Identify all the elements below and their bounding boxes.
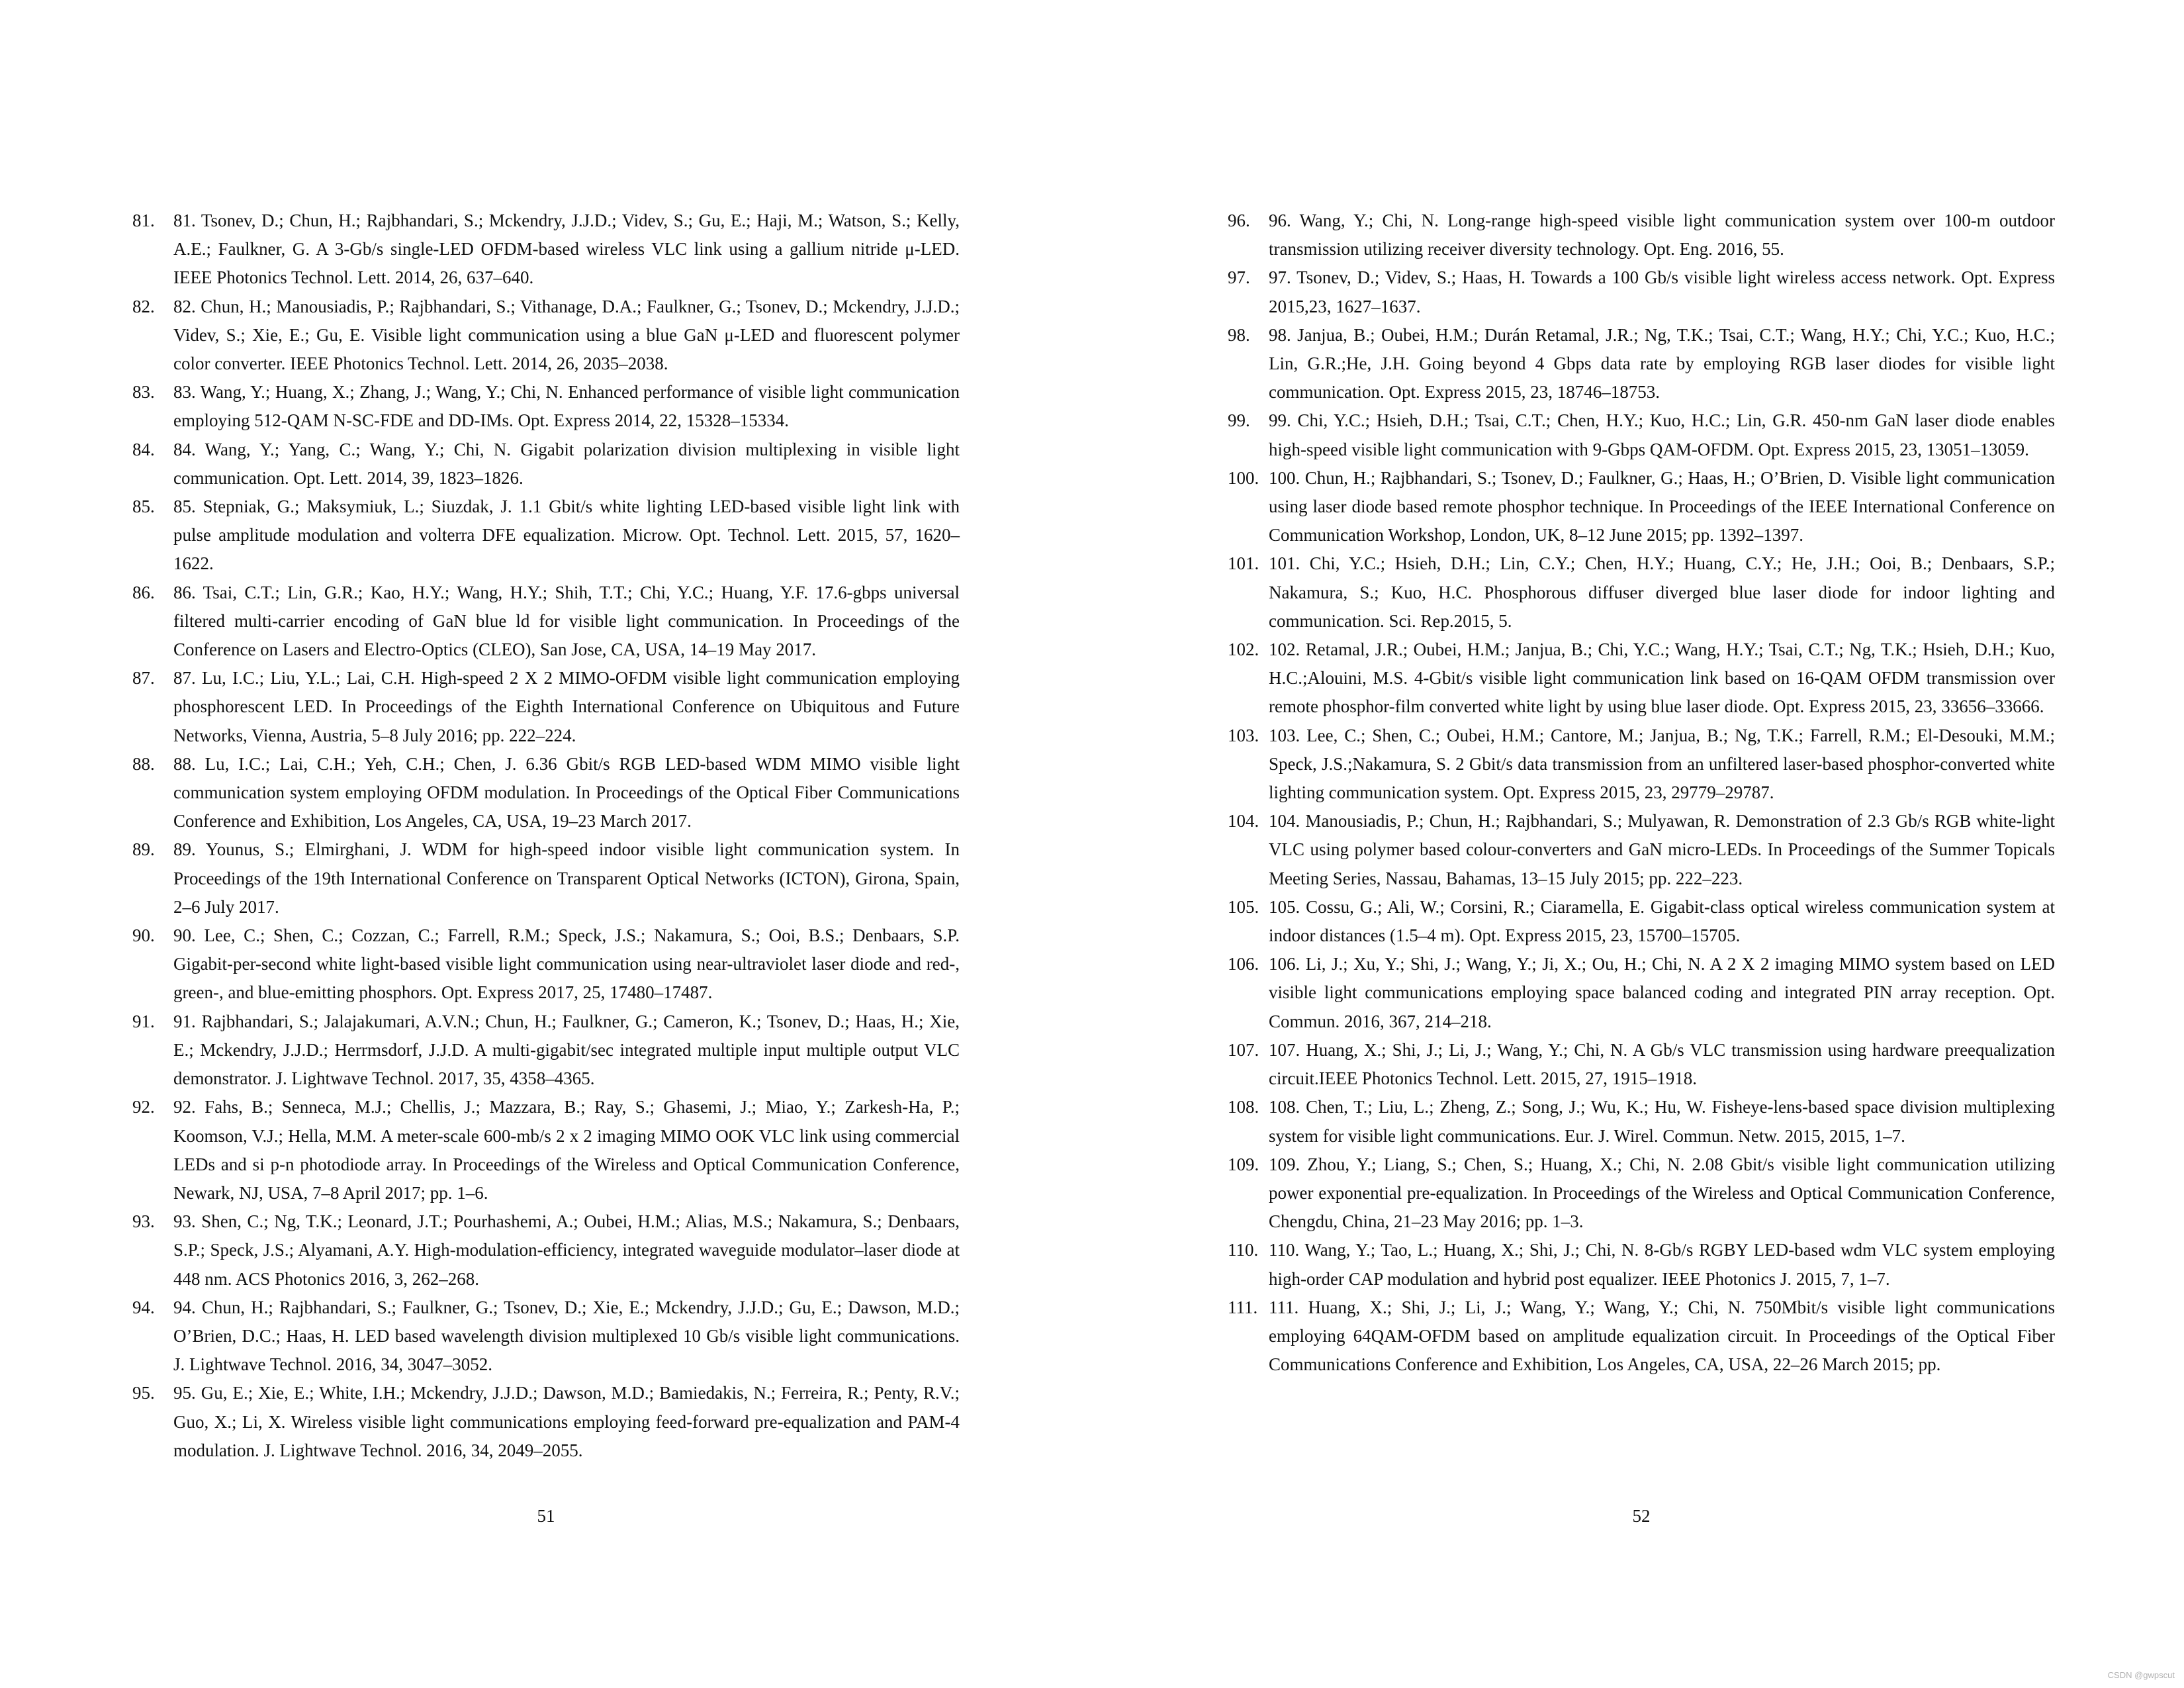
reference-text: 100. Chun, H.; Rajbhandari, S.; Tsonev, D.; Faulkner, G.; Haas, H.; O’Brien, D. Visible light communication using laser diode based remote phosphor technique. In Proceedings of the IEEE International Conference on Communication Workshop, London, UK, 8–12 June 2015; pp. 1392–1397. — [1269, 467, 2055, 545]
reference-number: 88. — [132, 753, 155, 774]
reference-item — [132, 664, 960, 750]
reference-item — [1228, 321, 2055, 407]
reference-item — [132, 492, 960, 579]
reference-item — [132, 378, 960, 435]
reference-item — [132, 1207, 960, 1293]
reference-item — [1228, 635, 2055, 722]
reference-text: 85. Stepniak, G.; Maksymiuk, L.; Siuzdak, J. 1.1 Gbit/s white lighting LED-based visible light link with pulse amplitude modulation and volterra DFE equalization. Microw. Opt. Technol. Lett. 2015, 57, 1620–1622. — [173, 496, 960, 574]
reference-number: 83. — [132, 382, 155, 402]
reference-item — [1228, 1293, 2055, 1380]
reference-number: 101. — [1228, 553, 1259, 574]
reference-text: 90. Lee, C.; Shen, C.; Cozzan, C.; Farrell, R.M.; Speck, J.S.; Nakamura, S.; Ooi, B.S.; Denbaars, S.P. Gigabit-per-second white light-based visible light communication using near-ultraviolet laser diode and red-, green-, and blue-emitting phosphors. Opt. Express 2017, 25, 17480–17487. — [173, 925, 960, 1003]
reference-number: 102. — [1228, 639, 1259, 660]
reference-number: 107. — [1228, 1039, 1259, 1060]
reference-item — [1228, 722, 2055, 808]
reference-item — [1228, 1093, 2055, 1150]
reference-number: 93. — [132, 1211, 155, 1232]
reference-number: 104. — [1228, 811, 1259, 831]
reference-text: 89. Younus, S.; Elmirghani, J. WDM for high-speed indoor visible light communication system. In Proceedings of the 19th International Conference on Transparent Optical Networks (ICTON), Girona, Spain, 2–6 July 2017. — [173, 839, 960, 917]
reference-number: 109. — [1228, 1154, 1259, 1174]
reference-item — [132, 1093, 960, 1207]
reference-number: 86. — [132, 582, 155, 602]
reference-text: 83. Wang, Y.; Huang, X.; Zhang, J.; Wang, Y.; Chi, N. Enhanced performance of visible light communication employing 512-QAM N-SC-FDE and DD-IMs. Opt. Express 2014, 22, 15328–15334. — [173, 382, 960, 431]
reference-text: 82. Chun, H.; Manousiadis, P.; Rajbhandari, S.; Vithanage, D.A.; Faulkner, G.; Tsonev, D.; Mckendry, J.J.D.; Videv, S.; Xie, E.; Gu, E. Visible light communication using a blue GaN μ-LED and fluorescent polymer color converter. IEEE Photonics Technol. Lett. 2014, 26, 2035–2038. — [173, 296, 960, 374]
reference-item — [132, 207, 960, 293]
reference-text: 110. Wang, Y.; Tao, L.; Huang, X.; Shi, J.; Chi, N. 8-Gb/s RGBY LED-based wdm VLC system employing high-order CAP modulation and hybrid post equalizer. IEEE Photonics J. 2015, 7, 1–7. — [1269, 1240, 2055, 1289]
reference-number: 103. — [1228, 725, 1259, 745]
reference-text: 106. Li, J.; Xu, Y.; Shi, J.; Wang, Y.; Ji, X.; Ou, H.; Chi, N. A 2 X 2 imaging MIMO system based on LED visible light communications employing space balanced coding and integrated PIN array reception. Opt. Commun. 2016, 367, 214–218. — [1269, 954, 2055, 1031]
reference-text: 84. Wang, Y.; Yang, C.; Wang, Y.; Chi, N. Gigabit polarization division multiplexing in visible light communication. Opt. Lett. 2014, 39, 1823–1826. — [173, 439, 960, 488]
reference-item — [1228, 549, 2055, 635]
reference-number: 95. — [132, 1383, 155, 1403]
reference-number: 110. — [1228, 1240, 1259, 1260]
reference-number: 92. — [132, 1097, 155, 1117]
reference-text: 111. Huang, X.; Shi, J.; Li, J.; Wang, Y.; Wang, Y.; Chi, N. 750Mbit/s visible light communications employing 64QAM-OFDM based on amplitude equalization circuit. In Proceedings of the Optical Fiber Communications Conference and Exhibition, Los Angeles, CA, USA, 22–26 March 2015; pp. — [1269, 1297, 2055, 1375]
watermark: CSDN @gwpscut — [2107, 1670, 2175, 1680]
reference-number: 96. — [1228, 211, 1250, 230]
reference-number: 100. — [1228, 467, 1259, 488]
reference-item — [132, 835, 960, 921]
reference-number: 90. — [132, 925, 155, 946]
reference-text: 98. Janjua, B.; Oubei, H.M.; Durán Retamal, J.R.; Ng, T.K.; Tsai, C.T.; Wang, H.Y.; Chi, Y.C.; Kuo, H.C.; Lin, G.R.;He, J.H. Going beyond 4 Gbps data rate by employing RGB laser diodes for visible light communication. Opt. Express 2015, 23, 18746–18753. — [1269, 324, 2055, 402]
reference-number: 105. — [1228, 896, 1259, 917]
reference-text: 94. Chun, H.; Rajbhandari, S.; Faulkner, G.; Tsonev, D.; Xie, E.; Mckendry, J.J.D.; Gu, E.; Dawson, M.D.; O’Brien, D.C.; Haas, H. LED based wavelength division multiplexed 10 Gb/s visible light communications. J. Lightwave Technol. 2016, 34, 3047–3052. — [173, 1297, 960, 1375]
reference-item — [1228, 406, 2055, 463]
reference-text: 93. Shen, C.; Ng, T.K.; Leonard, J.T.; Pourhashemi, A.; Oubei, H.M.; Alias, M.S.; Nakamura, S.; Denbaars, S.P.; Speck, J.S.; Alyamani, A.Y. High-modulation-efficiency, integrated waveguide modulator–laser diode at 448 nm. ACS Photonics 2016, 3, 262–268. — [173, 1211, 960, 1289]
reference-item — [132, 293, 960, 379]
reference-text: 101. Chi, Y.C.; Hsieh, D.H.; Lin, C.Y.; Chen, H.Y.; Huang, C.Y.; He, J.H.; Ooi, B.; Denbaars, S.P.; Nakamura, S.; Kuo, H.C. Phosphorous diffuser diverged blue laser diode for indoor lighting and communication. Sci. Rep.2015, 5. — [1269, 553, 2055, 631]
reference-text: 96. Wang, Y.; Chi, N. Long-range high-speed visible light communication system over 100-m outdoor transmission utilizing receiver diversity technology. Opt. Eng. 2016, 55. — [1269, 211, 2055, 259]
reference-item — [132, 1379, 960, 1465]
reference-number: 111. — [1228, 1297, 1258, 1317]
page-number: 51 — [537, 1506, 555, 1526]
reference-text: 97. Tsonev, D.; Videv, S.; Haas, H. Towards a 100 Gb/s visible light wireless access network. Opt. Express 2015,23, 1627–1637. — [1269, 267, 2055, 316]
reference-item — [132, 921, 960, 1008]
reference-text: 91. Rajbhandari, S.; Jalajakumari, A.V.N.; Chun, H.; Faulkner, G.; Cameron, K.; Tsonev, D.; Haas, H.; Xie, E.; Mckendry, J.J.D.; Herrmsdorf, J.J.D. A multi-gigabit/sec integrated multiple input multiple output VLC demonstrator. J. Lightwave Technol. 2017, 35, 4358–4365. — [173, 1011, 960, 1089]
reference-number: 106. — [1228, 954, 1259, 974]
reference-text: 104. Manousiadis, P.; Chun, H.; Rajbhandari, S.; Mulyawan, R. Demonstration of 2.3 Gb/s RGB white-light VLC using polymer based colour-converters and GaN micro-LEDs. In Proceedings of the Summer Topicals Meeting Series, Nassau, Bahamas, 13–15 July 2015; pp. 222–223. — [1269, 811, 2055, 888]
reference-number: 82. — [132, 296, 155, 316]
reference-item — [1228, 950, 2055, 1036]
reference-text: 92. Fahs, B.; Senneca, M.J.; Chellis, J.; Mazzara, B.; Ray, S.; Ghasemi, J.; Miao, Y.; Zarkesh-Ha, P.; Koomson, V.J.; Hella, M.M. A meter-scale 600-mb/s 2 x 2 imaging MIMO OOK VLC link using commercial LEDs and si p-n photodiode array. In Proceedings of the Wireless and Optical Communication Conference, Newark, NJ, USA, 7–8 April 2017; pp. 1–6. — [173, 1097, 960, 1203]
page-number: 52 — [1632, 1506, 1651, 1526]
left-page — [132, 207, 960, 1465]
reference-number: 99. — [1228, 410, 1250, 431]
reference-list — [132, 207, 960, 1465]
reference-number: 84. — [132, 439, 155, 459]
right-page — [1228, 207, 2055, 1379]
reference-item — [1228, 1150, 2055, 1237]
reference-list — [1228, 207, 2055, 1379]
reference-text: 99. Chi, Y.C.; Hsieh, D.H.; Tsai, C.T.; Chen, H.Y.; Kuo, H.C.; Lin, G.R. 450-nm GaN laser diode enables high-speed visible light communication with 9-Gbps QAM-OFDM. Opt. Express 2015, 23, 13051–13059. — [1269, 410, 2055, 459]
reference-number: 97. — [1228, 267, 1250, 288]
reference-item — [1228, 1236, 2055, 1293]
reference-text: 95. Gu, E.; Xie, E.; White, I.H.; Mckendry, J.J.D.; Dawson, M.D.; Bamiedakis, N.; Ferreira, R.; Penty, R.V.; Guo, X.; Li, X. Wireless visible light communications employing feed-forward pre-equalization and PAM-4 modulation. J. Lightwave Technol. 2016, 34, 2049–2055. — [173, 1383, 960, 1460]
reference-item — [132, 750, 960, 836]
reference-text: 87. Lu, I.C.; Liu, Y.L.; Lai, C.H. High-speed 2 X 2 MIMO-OFDM visible light communication employing phosphorescent LED. In Proceedings of the Eighth International Conference on Ubiquitous and Future Networks, Vienna, Austria, 5–8 July 2016; pp. 222–224. — [173, 668, 960, 745]
reference-item — [1228, 263, 2055, 320]
reference-item — [1228, 807, 2055, 893]
reference-text: 105. Cossu, G.; Ali, W.; Corsini, R.; Ciaramella, E. Gigabit-class optical wireless communication system at indoor distances (1.5–4 m). Opt. Express 2015, 23, 15700–15705. — [1269, 896, 2055, 946]
reference-number: 81. — [132, 211, 155, 230]
reference-number: 85. — [132, 496, 155, 517]
reference-text: 107. Huang, X.; Shi, J.; Li, J.; Wang, Y.; Chi, N. A Gb/s VLC transmission using hardware preequalization circuit.IEEE Photonics Technol. Lett. 2015, 27, 1915–1918. — [1269, 1039, 2055, 1089]
reference-text: 86. Tsai, C.T.; Lin, G.R.; Kao, H.Y.; Wang, H.Y.; Shih, T.T.; Chi, Y.C.; Huang, Y.F. 17.6-gbps universal filtered multi-carrier encoding of GaN blue ld for visible light communication. In Proceedings of the Conference on Lasers and Electro-Optics (CLEO), San Jose, CA, USA, 14–19 May 2017. — [173, 582, 960, 660]
reference-text: 103. Lee, C.; Shen, C.; Oubei, H.M.; Cantore, M.; Janjua, B.; Ng, T.K.; Farrell, R.M.; El-Desouki, M.M.; Speck, J.S.;Nakamura, S. 2 Gbit/s data transmission from an unfiltered laser-based phosphor-converted white lighting communication system. Opt. Express 2015, 23, 29779–29787. — [1269, 725, 2055, 803]
reference-text: 88. Lu, I.C.; Lai, C.H.; Yeh, C.H.; Chen, J. 6.36 Gbit/s RGB LED-based WDM MIMO visible light communication system employing OFDM modulation. In Proceedings of the Optical Fiber Communications Conference and Exhibition, Los Angeles, CA, USA, 19–23 March 2017. — [173, 753, 960, 831]
reference-text: 81. Tsonev, D.; Chun, H.; Rajbhandari, S.; Mckendry, J.J.D.; Videv, S.; Gu, E.; Haji, M.; Watson, S.; Kelly, A.E.; Faulkner, G. A 3-Gb/s single-LED OFDM-based wireless VLC link using a gallium nitride μ-LED. IEEE Photonics Technol. Lett. 2014, 26, 637–640. — [173, 211, 960, 288]
reference-item — [132, 579, 960, 665]
reference-number: 89. — [132, 839, 155, 860]
reference-number: 87. — [132, 668, 155, 688]
reference-number: 94. — [132, 1297, 155, 1317]
reference-text: 102. Retamal, J.R.; Oubei, H.M.; Janjua, B.; Chi, Y.C.; Wang, H.Y.; Tsai, C.T.; Ng, T.K.; Hsieh, D.H.; Kuo, H.C.;Alouini, M.S. 4-Gbit/s visible light communication link based on 16-QAM OFDM transmission over remote phosphor-film converted white light by using blue laser diode. Opt. Express 2015, 23, 33656–33666. — [1269, 639, 2055, 717]
reference-item — [1228, 893, 2055, 950]
reference-number: 91. — [132, 1011, 155, 1031]
reference-item — [1228, 1036, 2055, 1093]
reference-item — [132, 1293, 960, 1380]
reference-item — [132, 436, 960, 492]
reference-item — [132, 1008, 960, 1094]
reference-item — [1228, 207, 2055, 263]
reference-item — [1228, 464, 2055, 550]
reference-number: 98. — [1228, 324, 1250, 345]
reference-text: 109. Zhou, Y.; Liang, S.; Chen, S.; Huang, X.; Chi, N. 2.08 Gbit/s visible light communication utilizing power exponential pre-equalization. In Proceedings of the Wireless and Optical Communication Conference, Chengdu, China, 21–23 May 2016; pp. 1–3. — [1269, 1154, 2055, 1232]
reference-text: 108. Chen, T.; Liu, L.; Zheng, Z.; Song, J.; Wu, K.; Hu, W. Fisheye-lens-based space division multiplexing system for visible light communications. Eur. J. Wirel. Commun. Netw. 2015, 2015, 1–7. — [1269, 1097, 2055, 1146]
reference-number: 108. — [1228, 1097, 1259, 1117]
